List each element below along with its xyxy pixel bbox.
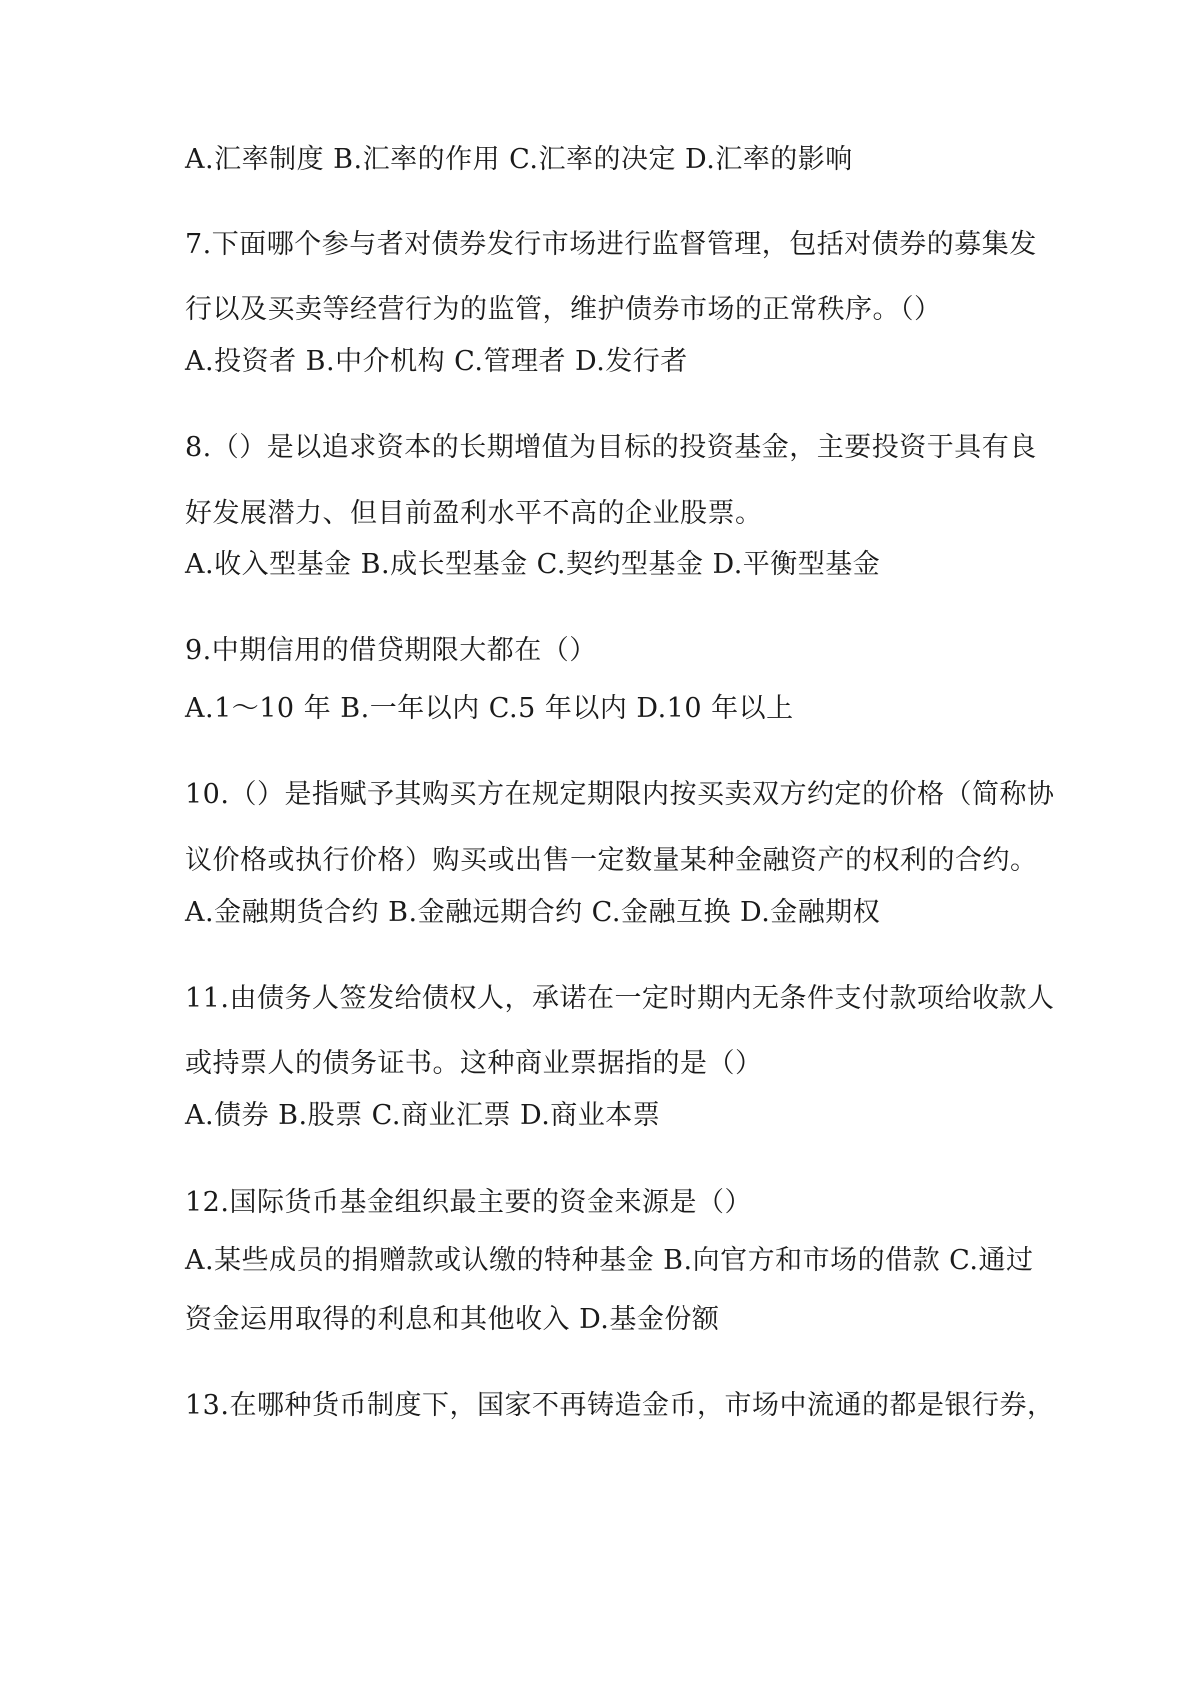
q9-options: A.1～10 年 B.一年以内 C.5 年以内 D.10 年以上 — [185, 693, 794, 724]
q11-stem-line-2: 或持票人的债务证书。这种商业票据指的是（） — [185, 1048, 763, 1079]
q9-stem: 9.中期信用的借贷期限大都在（） — [185, 635, 597, 666]
q8-stem-line-2: 好发展潜力、但目前盈利水平不高的企业股票。 — [185, 498, 763, 529]
q13-stem-line-1: 13.在哪种货币制度下，国家不再铸造金币，市场中流通的都是银行券， — [185, 1390, 1055, 1421]
q12-stem: 12.国际货币基金组织最主要的资金来源是（） — [185, 1187, 752, 1218]
q7-stem-line-1: 7.下面哪个参与者对债券发行市场进行监督管理，包括对债券的募集发 — [185, 229, 1037, 260]
q6-options: A.汇率制度 B.汇率的作用 C.汇率的决定 D.汇率的影响 — [185, 144, 853, 175]
q8-stem-line-1: 8.（）是以追求资本的长期增值为目标的投资基金，主要投资于具有良 — [185, 432, 1037, 463]
q8-options: A.收入型基金 B.成长型基金 C.契约型基金 D.平衡型基金 — [185, 549, 881, 580]
q12-options-line-1: A.某些成员的捐赠款或认缴的特种基金 B.向官方和市场的借款 C.通过 — [185, 1245, 1034, 1276]
q10-options: A.金融期货合约 B.金融远期合约 C.金融互换 D.金融期权 — [185, 897, 881, 928]
q10-stem-line-2: 议价格或执行价格）购买或出售一定数量某种金融资产的权利的合约。 — [185, 845, 1038, 876]
q10-stem-line-1: 10.（）是指赋予其购买方在规定期限内按买卖双方约定的价格（简称协 — [185, 779, 1055, 810]
q7-stem-line-2: 行以及买卖等经营行为的监管，维护债券市场的正常秩序。（） — [185, 294, 942, 325]
q11-stem-line-1: 11.由债务人签发给债权人，承诺在一定时期内无条件支付款项给收款人 — [185, 983, 1055, 1014]
q11-options: A.债券 B.股票 C.商业汇票 D.商业本票 — [185, 1100, 661, 1131]
q7-options: A.投资者 B.中介机构 C.管理者 D.发行者 — [185, 346, 688, 377]
q12-options-line-2: 资金运用取得的利息和其他收入 D.基金份额 — [185, 1304, 720, 1335]
